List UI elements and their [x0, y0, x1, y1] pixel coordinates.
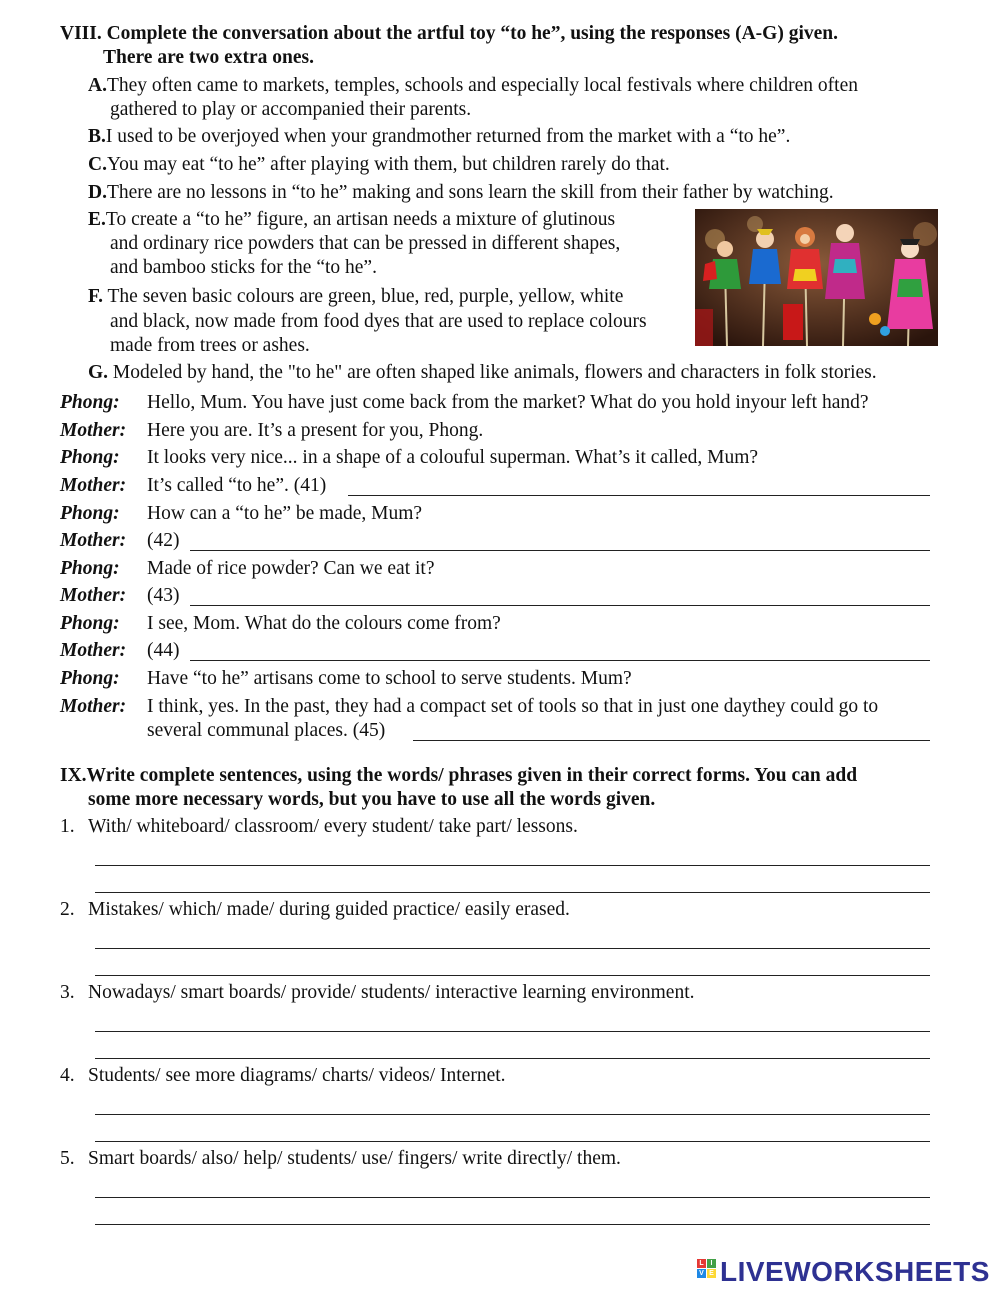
item-prompt: Mistakes/ which/ made/ during guided practice/ easily erased. — [88, 899, 570, 920]
answer-line[interactable] — [95, 1114, 930, 1115]
answer-line[interactable] — [95, 1058, 930, 1059]
item-number: 5. — [60, 1148, 75, 1169]
option-g: G. Modeled by hand, the "to he" are often shaped like animals, flowers and characters in folk stories. — [88, 362, 877, 383]
answer-line[interactable] — [95, 892, 930, 893]
answer-line[interactable] — [95, 865, 930, 866]
speaker-label: Mother: — [60, 696, 127, 717]
item-number: 3. — [60, 982, 75, 1003]
option-d: D.There are no lessons in “to he” making and sons learn the skill from their father by watching. — [88, 182, 834, 203]
dialogue-line: It looks very nice... in a shape of a colouful superman. What’s it called, Mum? — [147, 447, 759, 468]
dialogue-line: It’s called “to he”. (41) — [147, 475, 327, 496]
item-number: 1. — [60, 816, 75, 837]
speaker-label: Mother: — [60, 420, 127, 441]
section-9-title: IX.Write complete sentences, using the words/ phrases given in their correct forms. You can add — [60, 765, 858, 786]
item-number: 2. — [60, 899, 75, 920]
answer-blank-45[interactable] — [413, 740, 930, 741]
option-e-cont-2: and bamboo sticks for the “to he”. — [110, 257, 377, 278]
answer-blank-44[interactable] — [190, 660, 930, 661]
to-he-toys-photo — [695, 209, 938, 346]
option-b: B.I used to be overjoyed when your grandmother returned from the market with a “to he”. — [88, 126, 791, 147]
section-8-title-cont: There are two extra ones. — [103, 47, 315, 68]
item-prompt: Smart boards/ also/ help/ students/ use/ fingers/ write directly/ them. — [88, 1148, 621, 1169]
answer-line[interactable] — [95, 1224, 930, 1225]
dialogue-line: Here you are. It’s a present for you, Phong. — [147, 420, 484, 441]
speaker-label: Phong: — [60, 668, 120, 689]
liveworksheets-logo-text: LIVEWORKSHEETS — [720, 1256, 990, 1287]
speaker-label: Mother: — [60, 585, 127, 606]
liveworksheets-logo — [697, 1255, 990, 1289]
speaker-label: Mother: — [60, 640, 127, 661]
speaker-label: Mother: — [60, 475, 127, 496]
option-e: E.To create a “to he” figure, an artisan needs a mixture of glutinous — [88, 209, 616, 230]
option-f: F. The seven basic colours are green, blue, red, purple, yellow, white — [88, 286, 624, 307]
dialogue-line: (44) — [147, 640, 180, 661]
item-prompt: Nowadays/ smart boards/ provide/ students/ interactive learning environment. — [88, 982, 695, 1003]
speaker-label: Phong: — [60, 447, 120, 468]
dialogue-line: Have “to he” artisans come to school to serve students. Mum? — [147, 668, 632, 689]
answer-blank-42[interactable] — [190, 550, 930, 551]
item-prompt: Students/ see more diagrams/ charts/ videos/ Internet. — [88, 1065, 506, 1086]
answer-blank-43[interactable] — [190, 605, 930, 606]
option-a-cont: gathered to play or accompanied their parents. — [110, 99, 472, 120]
answer-line[interactable] — [95, 1141, 930, 1142]
speaker-label: Phong: — [60, 558, 120, 579]
speaker-label: Phong: — [60, 503, 120, 524]
dialogue-line: How can a “to he” be made, Mum? — [147, 503, 423, 524]
answer-line[interactable] — [95, 1031, 930, 1032]
option-f-cont-1: and black, now made from food dyes that are used to replace colours — [110, 311, 647, 332]
answer-blank-41[interactable] — [348, 495, 930, 496]
section-8-title: VIII. Complete the conversation about the artful toy “to he”, using the responses (A-G) given. — [60, 23, 838, 44]
option-f-cont-2: made from trees or ashes. — [110, 335, 310, 356]
dialogue-line: I see, Mom. What do the colours come from? — [147, 613, 501, 634]
dialogue-line: I think, yes. In the past, they had a compact set of tools so that in just one daythey could go to — [147, 696, 879, 717]
section-9-title-cont: some more necessary words, but you have to use all the words given. — [88, 789, 656, 810]
option-c: C.You may eat “to he” after playing with them, but children rarely do that. — [88, 154, 670, 175]
speaker-label: Phong: — [60, 392, 120, 413]
answer-line[interactable] — [95, 975, 930, 976]
liveworksheets-logo-icon: L I V E — [697, 1257, 717, 1287]
to-he-toys-illustration — [695, 209, 938, 346]
item-number: 4. — [60, 1065, 75, 1086]
option-a: A.They often came to markets, temples, schools and especially local festivals where children often — [88, 75, 858, 96]
answer-line[interactable] — [95, 1197, 930, 1198]
option-e-cont-1: and ordinary rice powders that can be pressed in different shapes, — [110, 233, 621, 254]
dialogue-line: (43) — [147, 585, 180, 606]
dialogue-line-cont: several communal places. (45) — [147, 720, 386, 741]
speaker-label: Phong: — [60, 613, 120, 634]
item-prompt: With/ whiteboard/ classroom/ every student/ take part/ lessons. — [88, 816, 578, 837]
dialogue-line: (42) — [147, 530, 180, 551]
answer-line[interactable] — [95, 948, 930, 949]
dialogue-line: Made of rice powder? Can we eat it? — [147, 558, 435, 579]
speaker-label: Mother: — [60, 530, 127, 551]
dialogue-line: Hello, Mum. You have just come back from the market? What do you hold inyour left hand? — [147, 392, 869, 413]
